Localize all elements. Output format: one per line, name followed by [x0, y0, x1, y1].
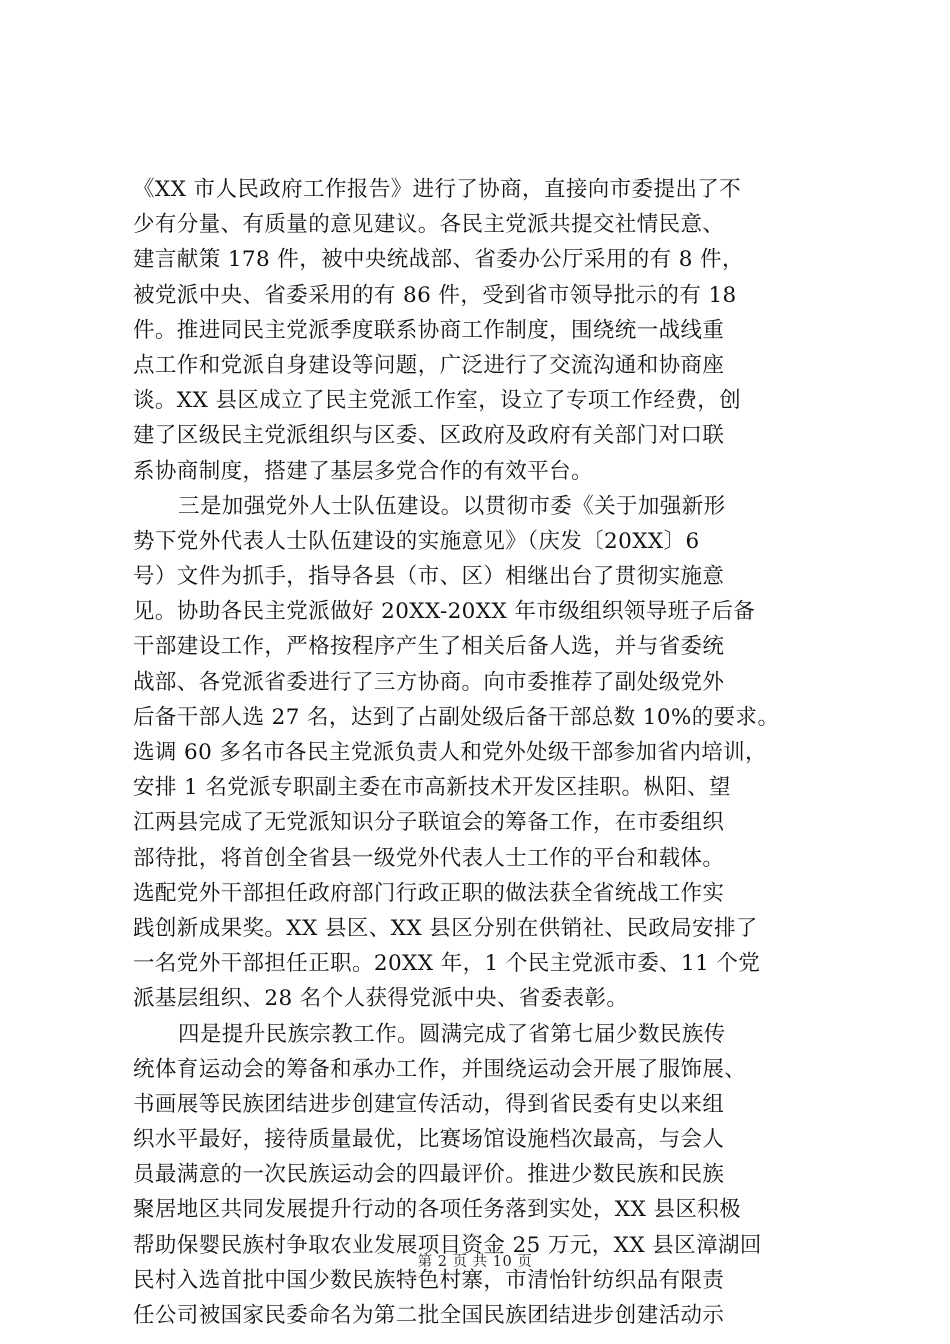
text-line: 干部建设工作，严格按程序产生了相关后备人选，并与省委统: [133, 634, 725, 660]
text-line: 谈。XX 县区成立了民主党派工作室，设立了专项工作经费，创: [133, 388, 742, 414]
text-line: 任公司被国家民委命名为第二批全国民族团结进步创建活动示: [133, 1303, 725, 1328]
text-line: 选配党外干部担任政府部门行政正职的做法获全省统战工作实: [133, 880, 725, 906]
text-line: 少有分量、有质量的意见建议。各民主党派共提交社情民意、: [133, 212, 725, 238]
paragraph-first-line: 四是提升民族宗教工作。圆满完成了省第七届少数民族传: [178, 1021, 726, 1047]
text-line: 《XX 市人民政府工作报告》进行了协商，直接向市委提出了不: [133, 177, 742, 202]
text-line: 件。推进同民主党派季度联系协商工作制度，围绕统一战线重: [133, 317, 725, 343]
text-line: 战部、各党派省委进行了三方协商。向市委推荐了副处级党外: [133, 669, 725, 695]
text-line: 一名党外干部担任正职。20XX 年，1 个民主党派市委、11 个党: [133, 951, 761, 977]
text-line: 江两县完成了无党派知识分子联谊会的筹备工作，在市委组织: [133, 810, 725, 836]
text-line: 安排 1 名党派专职副主委在市高新技术开发区挂职。枞阳、望: [133, 775, 731, 801]
page-footer: 第 2 页 共 10 页: [417, 1254, 533, 1270]
text-line: 号）文件为抓手，指导各县（市、区）相继出台了贯彻实施意: [133, 564, 725, 590]
text-line: 被党派中央、省委采用的有 86 件，受到省市领导批示的有 18: [133, 282, 737, 308]
text-line: 员最满意的一次民族运动会的四最评价。推进少数民族和民族: [133, 1162, 725, 1188]
text-line: 帮助保婴民族村争取农业发展项目资金 25 万元，XX 县区漳湖回: [133, 1232, 762, 1258]
text-line: 践创新成果奖。XX 县区、XX 县区分别在供销社、民政局安排了: [133, 915, 758, 941]
text-line: 建言献策 178 件，被中央统战部、省委办公厅采用的有 8 件，: [133, 247, 744, 273]
text-line: 书画展等民族团结进步创建宣传活动，得到省民委有史以来组: [133, 1091, 725, 1117]
text-line: 势下党外代表人士队伍建设的实施意见》（庆发〔20XX〕6: [133, 528, 700, 554]
text-line: 见。协助各民主党派做好 20XX-20XX 年市级组织领导班子后备: [133, 599, 756, 625]
text-line: 建了区级民主党派组织与区委、区政府及政府有关部门对口联: [133, 423, 725, 449]
text-line: 系协商制度，搭建了基层多党合作的有效平台。: [133, 458, 593, 484]
text-line: 点工作和党派自身建设等问题，广泛进行了交流沟通和协商座: [133, 352, 725, 378]
text-line: 民村入选首批中国少数民族特色村寨，市清怡针纺织品有限责: [133, 1267, 725, 1293]
text-line: 织水平最好，接待质量最优，比赛场馆设施档次最高，与会人: [133, 1127, 725, 1153]
text-line: 选调 60 多名市各民主党派负责人和党外处级干部参加省内培训，: [133, 740, 767, 765]
text-line: 统体育运动会的筹备和承办工作，并围绕运动会开展了服饰展、: [133, 1056, 747, 1082]
text-line: 聚居地区共同发展提升行动的各项任务落到实处，XX 县区积极: [133, 1197, 742, 1223]
paragraph-first-line: 三是加强党外人士队伍建设。以贯彻市委《关于加强新形: [178, 493, 726, 519]
body-text: [133, 172, 823, 1333]
text-line: 派基层组织、28 名个人获得党派中央、省委表彰。: [133, 986, 629, 1012]
text-line: 后备干部人选 27 名，达到了占副处级后备干部总数 10%的要求。: [133, 704, 780, 730]
text-line: 部待批，将首创全省县一级党外代表人士工作的平台和载体。: [133, 845, 725, 871]
